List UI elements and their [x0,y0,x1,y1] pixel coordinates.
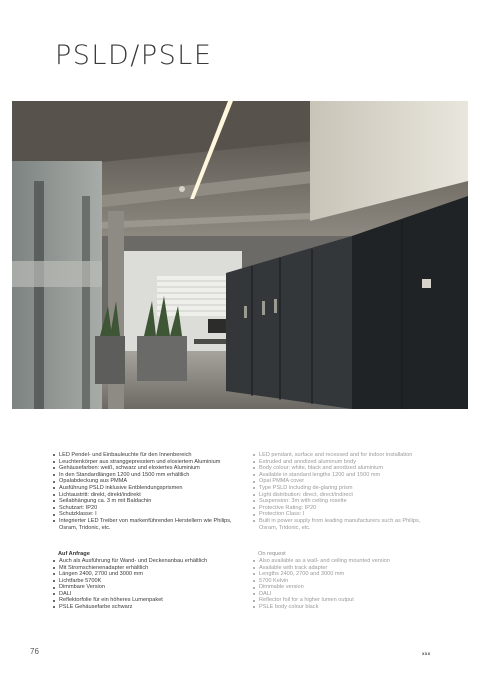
list-item: Auch als Ausführung für Wand- und Deckenanbau erhältlich [52,558,237,565]
list-item: DALI [252,591,437,598]
list-item: Body colour: white, black and anodized aluminium [252,465,437,472]
list-item: Reflektorfolie für ein höheres Lumenpaket [52,597,237,604]
list-item: Opal PMMA cover [252,478,437,485]
english-feature-list [252,452,437,531]
list-item: Schutzart: IP20 [52,505,237,512]
list-item: PSLE Gehäusefarbe schwarz [52,604,237,611]
list-item: Dimmbare Version [52,584,237,591]
list-item: LED pendant, surface and recessed and for indoor installation [252,452,437,459]
list-item: Ausführung PSLD inklusive Entblendungsprismen [52,485,237,492]
list-item: Built in power supply from leading manufacturers such as Philips, Osram, Tridonic, etc. [252,518,437,531]
list-item: Gehäusefarben: weiß, schwarz und eloxiertes Aluminium [52,465,237,472]
list-item: Schutzklasse: I [52,511,237,518]
list-item: Available in standard lengths 1200 and 1500 mm [252,472,437,479]
list-item: Extruded and anodized aluminum body [252,459,437,466]
list-item: Protective Rating: IP20 [252,505,437,512]
list-item: Type PSLD including de-glaring prism [252,485,437,492]
list-item: Seilabhängung ca. 3 m mit Baldachin [52,498,237,505]
german-request-heading: Auf Anfrage [58,551,90,558]
list-item: Lengths 2400, 2700 and 3000 mm [252,571,437,578]
list-item: In den Standardlängen 1200 und 1500 mm erhältlich [52,472,237,479]
list-item: Available with track adapter [252,565,437,572]
list-item: Mit Stromschienenadapter erhältlich [52,565,237,572]
page-title: PSLD/PSLE [55,40,213,71]
list-item: DALI [52,591,237,598]
list-item: Also available as a wall- and ceiling mounted version [252,558,437,565]
english-spec-column [252,452,437,611]
list-item: PSLE body colour black [252,604,437,611]
german-feature-list [52,452,237,531]
page-number: 76 [30,647,39,656]
list-item: Reflector foil for a higher lumen output [252,597,437,604]
list-item: Suspension: 3m with ceiling rosette [252,498,437,505]
list-item: Leuchtenkörper aus stranggepresstem und eloxiertem Aluminium [52,459,237,466]
german-spec-column [52,452,237,611]
english-request-heading: On request [258,551,286,558]
list-item: Dimmable version [252,584,437,591]
list-item: Lichtfarbe 5700K [52,578,237,585]
list-item: LED Pendel- und Einbauleuchte für den Innenbereich [52,452,237,459]
list-item: Längen 2400, 2700 und 3000 mm [52,571,237,578]
list-item: Protection Class: I [252,511,437,518]
list-item: Opalabdeckung aus PMMA [52,478,237,485]
list-item: Light distribution: direct, direct/indirect [252,492,437,499]
brand-logo: xxx [422,651,431,656]
office-interior-photo [12,101,468,409]
list-item: 5700 Kelvin [252,578,437,585]
german-request-list [52,558,237,611]
list-item: Integrierter LED Treiber von markenführenden Herstellern wie Philips, Osram, Tridonic, etc. [52,518,237,531]
english-request-list [252,558,437,611]
list-item: Lichtaustritt: direkt, direkt/indirekt [52,492,237,499]
